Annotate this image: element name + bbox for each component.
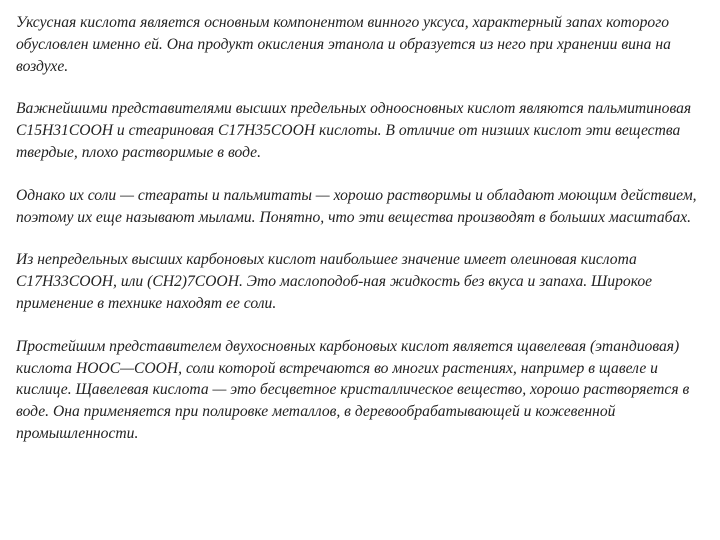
- paragraph-higher-saturated-acids: Важнейшими представителями высших предельных одноосновных кислот являются пальмитиновая С15Н31СООН и стеариновая С17Н35СООН кислоты. В отличие от низших кислот эти вещества твердые, плохо растворимые в воде.: [16, 100, 692, 161]
- paragraph-oleic-acid: Из непредельных высших карбоновых кислот наибольшее значение имеет олеиновая кислота С17Н33СООН, или (СН2)7СООН. Это маслоподоб-ная жидкость без вкуса и запаха. Широкое применение в технике находят ее соли.: [16, 251, 653, 312]
- paragraph-acetic-acid: Уксусная кислота является основным компонентом винного уксуса, характерный запах которого обусловлен именно ей. Она продукт окисления этанола и образуется из него при хранении вина на воздухе.: [16, 14, 671, 75]
- paragraph-oxalic-acid: Простейшим представителем двухосновных карбоновых кислот является щавелевая (этандиовая) кислота НООС—СООН, соли которой встречаются во многих растениях, например в щавеле и кислице. Щавелевая кислота — это бесцветное кристаллическое вещество, хорошо растворяется в воде. Она применяется при полировке металлов, в деревообрабатывающей и кожевенной промышленности.: [16, 337, 690, 442]
- paragraph-salts-soaps: Однако их соли — стеараты и пальмитаты — хорошо растворимы и обладают моющим действием, поэтому их еще называют мылами. Понятно, что эти вещества производят в больших масштабах.: [16, 186, 697, 226]
- text-block: [16, 12, 706, 466]
